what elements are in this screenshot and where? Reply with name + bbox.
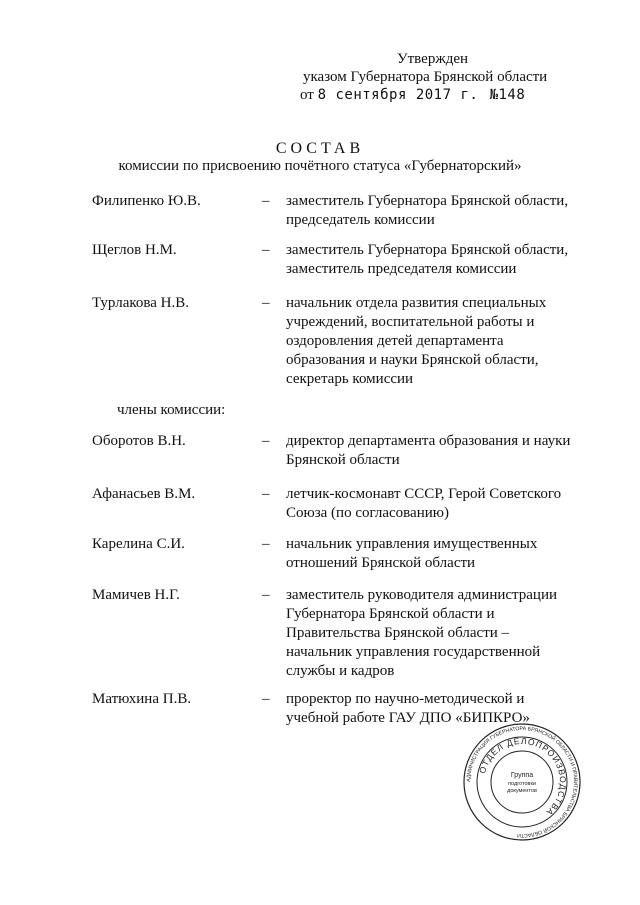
person-role: заместитель руководителя администрации Губернатора Брянской области и Правительства Брянской области – начальник управления государственной службы и кадров [286, 587, 558, 679]
person-name: Карелина С.И. [92, 536, 185, 552]
person-name: Турлакова Н.В. [92, 295, 190, 311]
person-role: проректор по научно-методической и учебной работе ГАУ ДПО «БИПКРО» [286, 691, 530, 726]
person-role: летчик-космонавт СССР, Герой Советского Союза (по согласованию) [286, 486, 562, 521]
approval-from: от [300, 87, 314, 103]
dash: – [262, 193, 270, 209]
dash: – [262, 536, 270, 552]
person-name: Оборотов В.Н. [92, 433, 186, 449]
stamp-outer-text: АДМИНИСТРАЦИЯ ГУБЕРНАТОРА БРЯНСКОЙ ОБЛАСТИ И ПРАВИТЕЛЬСТВА БРЯНСКОЙ ОБЛАСТИ [465, 725, 579, 839]
approval-decree: указом Губернатора Брянской области [303, 69, 548, 85]
dash: – [262, 433, 270, 449]
dash: – [262, 486, 270, 502]
person-role: начальник отдела развития специальных учреждений, воспитательной работы и оздоровления детей департамента образования и науки Брянской области, секретарь комиссии [286, 295, 547, 387]
stamp-center-line2: подготовки [508, 781, 536, 787]
stamp-center-line3: документов [507, 788, 537, 794]
document-subtitle: комиссии по присвоению почётного статуса «Губернаторский» [118, 158, 522, 174]
dash: – [262, 242, 270, 258]
office-stamp [462, 722, 582, 842]
person-role: заместитель Губернатора Брянской области, заместитель председателя комиссии [286, 242, 569, 277]
members-label: члены комиссии: [117, 402, 226, 418]
approval-date-line [300, 86, 525, 104]
person-role: заместитель Губернатора Брянской области, председатель комиссии [286, 193, 569, 228]
person-name: Матюхина П.В. [92, 691, 192, 707]
person-role: начальник управления имущественных отношений Брянской области [286, 536, 538, 571]
person-role: директор департамента образования и науки Брянской области [286, 433, 571, 468]
person-name: Афанасьев В.М. [92, 486, 196, 502]
approval-number: №148 [489, 87, 526, 103]
dash: – [262, 295, 270, 311]
document-title: СОСТАВ [275, 140, 365, 157]
approval-date: 8 сентября 2017 г. [317, 87, 479, 103]
dash: – [262, 691, 270, 707]
dash: – [262, 587, 270, 603]
stamp-inner-text: ОТДЕЛ ДЕЛОПРОИЗВОДСТВА [477, 735, 569, 819]
person-name: Филипенко Ю.В. [92, 193, 201, 209]
stamp-center-line1: Группа [510, 772, 534, 779]
person-name: Мамичев Н.Г. [92, 587, 180, 603]
approval-title: Утвержден [397, 51, 469, 67]
person-name: Щеглов Н.М. [92, 242, 177, 258]
